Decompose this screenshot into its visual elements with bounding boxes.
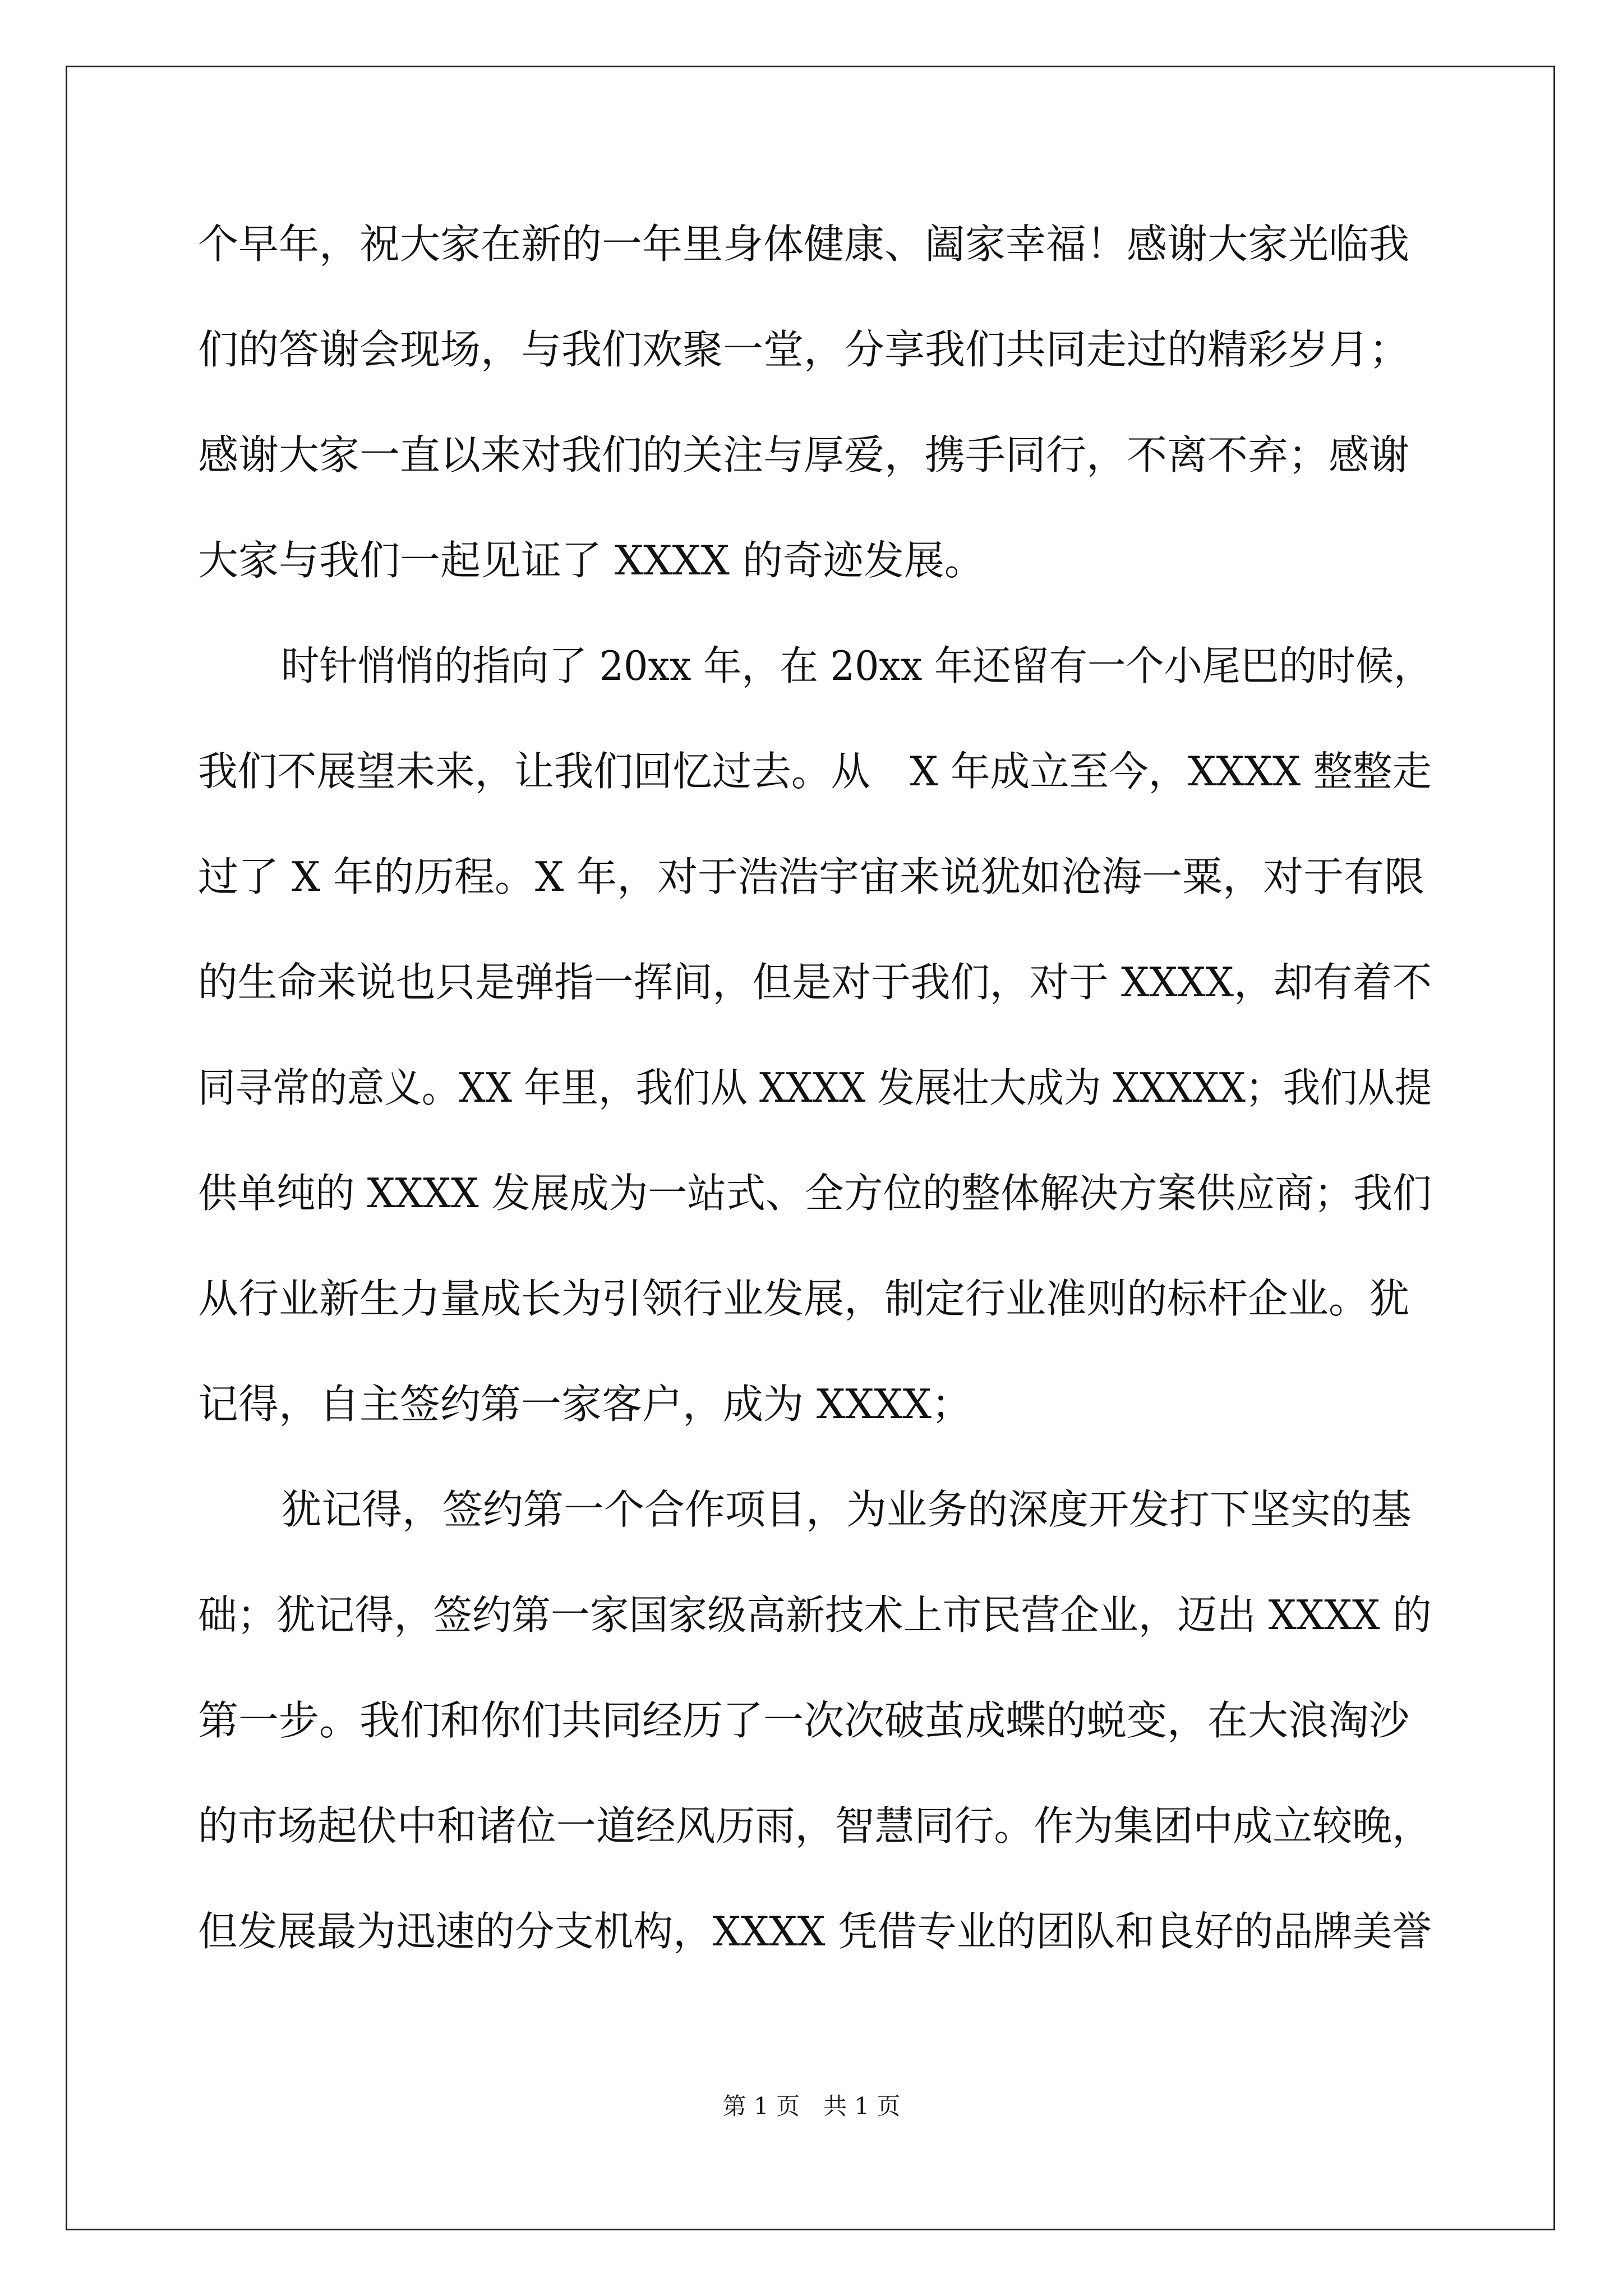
text-line: 大家与我们一起见证了 XXXX 的奇迹发展。 [198,537,985,584]
text-line: 第一步。我们和你们共同经历了一次次破茧成蝶的蜕变，在大浪淘沙 [198,1697,1410,1744]
text-line: 础；犹记得，签约第一家国家级高新技术上市民营企业，迈出 XXXX 的 [198,1591,1432,1639]
paragraph-start-line: 犹记得，签约第一个合作项目，为业务的深度开发打下坚实的基 [281,1486,1412,1533]
text-line: 我们不展望未来，让我们回忆过去。从 X 年成立至今，XXXX 整整走 [198,748,1432,795]
text-line: 但发展最为迅速的分支机构，XXXX 凭借专业的团队和良好的品牌美誉 [198,1908,1432,1955]
text-line: 记得，自主签约第一家客户，成为 XXXX； [198,1381,972,1428]
text-line: 从行业新生力量成长为引领行业发展，制定行业准则的标杆企业。犹 [198,1275,1410,1322]
text-line: 的生命来说也只是弹指一挥间，但是对于我们，对于 XXXX，却有着不 [198,959,1432,1006]
text-line: 供单纯的 XXXX 发展成为一站式、全方位的整体解决方案供应商；我们 [198,1170,1432,1217]
text-line: 的市场起伏中和诸位一道经风历雨，智慧同行。作为集团中成立较晚， [198,1802,1432,1849]
text-line: 们的答谢会现场，与我们欢聚一堂，分享我们共同走过的精彩岁月； [198,326,1410,373]
page-number-footer: 第 1 页 共 1 页 [722,2092,901,2120]
paragraph-start-line: 时针悄悄的指向了 20xx 年，在 20xx 年还留有一个小尾巴的时候， [281,642,1432,689]
text-line: 感谢大家一直以来对我们的关注与厚爱，携手同行，不离不弃；感谢 [198,431,1410,478]
text-line: 同寻常的意义。XX 年里，我们从 XXXX 发展壮大成为 XXXXX；我们从提 [198,1064,1432,1111]
text-line: 过了 X 年的历程。X 年，对于浩浩宇宙来说犹如沧海一粟，对于有限 [198,853,1425,900]
text-line: 个早年，祝大家在新的一年里身体健康、阖家幸福！感谢大家光临我 [198,220,1410,268]
